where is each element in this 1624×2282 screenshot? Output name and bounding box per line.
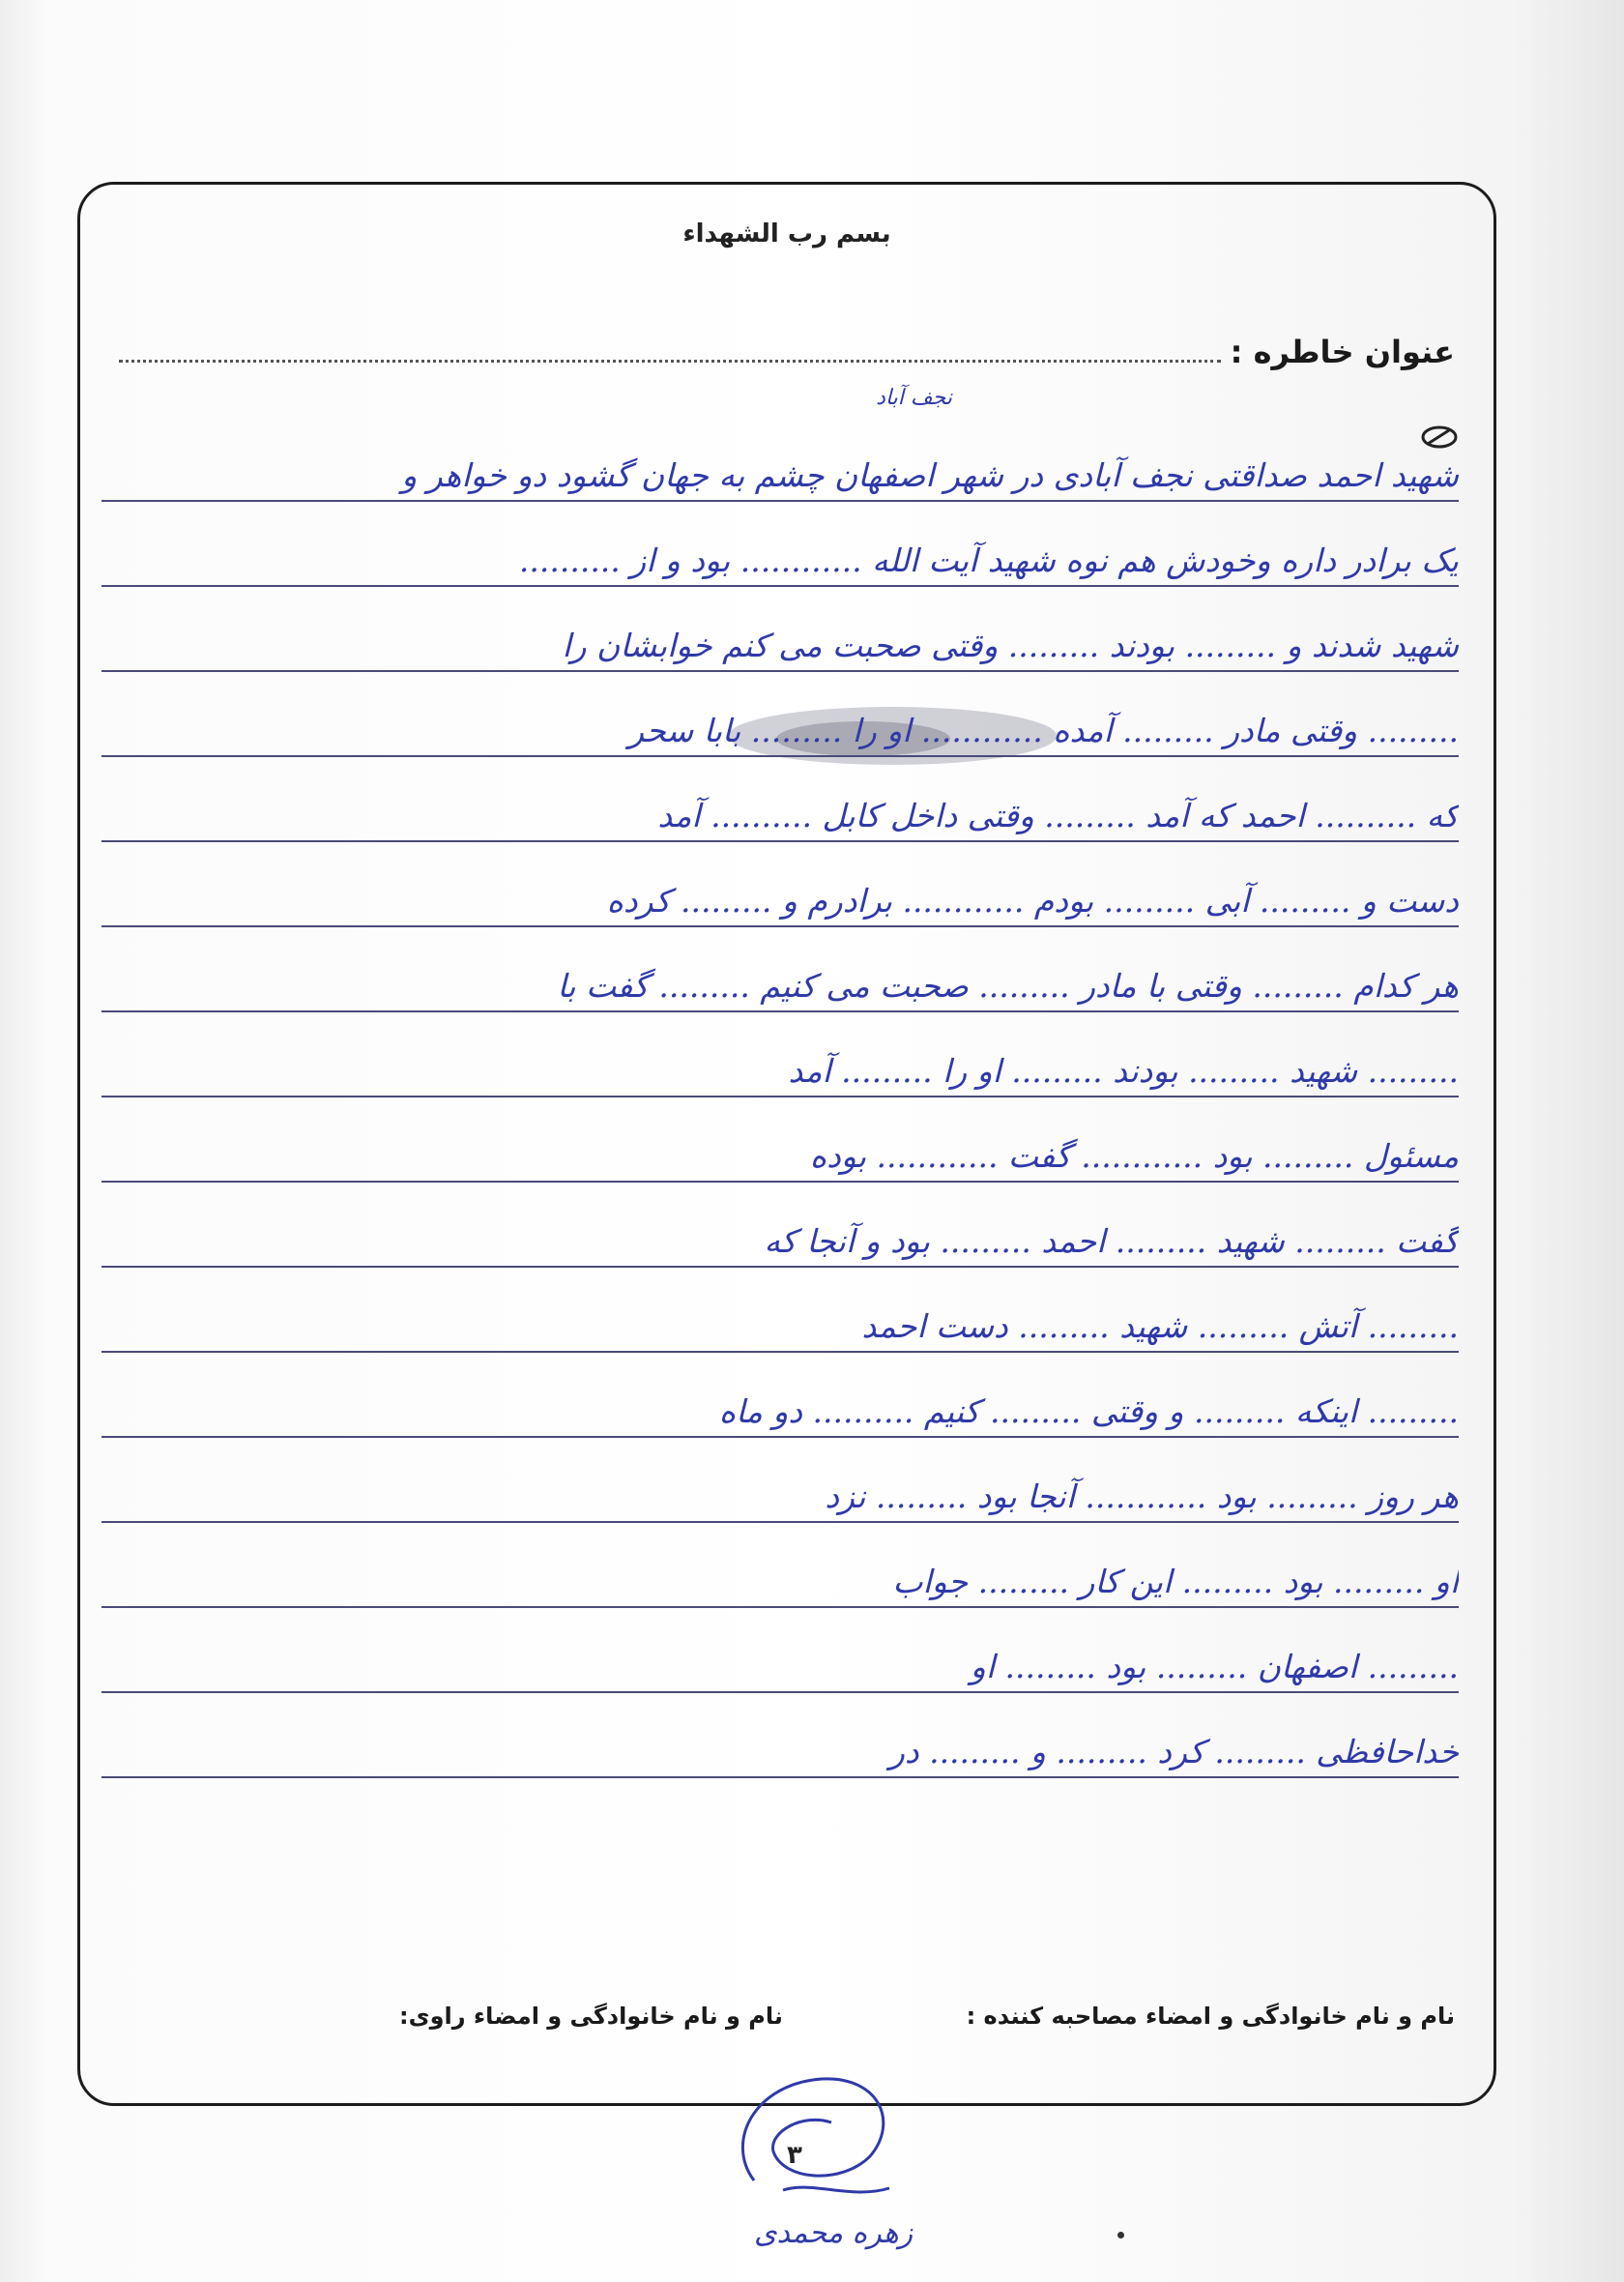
- page-header: بسم رب الشهداء: [682, 219, 891, 249]
- title-row: [119, 332, 1455, 370]
- form-frame: [77, 182, 1496, 2106]
- handwriting-line: که .......... احمد که آمد ......... وقتی داخل کابل .......... آمد: [102, 757, 1459, 842]
- handwriting-line: یک برادر داره وخودش هم نوه شهید آیت الله ............ بود و از ..........: [102, 502, 1459, 587]
- handwriting-line: او ......... بود ......... این کار ......... جواب: [102, 1523, 1459, 1608]
- handwriting-line: ......... اصفهان ......... بود ......... او: [102, 1608, 1459, 1693]
- handwriting-line: دست و ......... آبی ......... بودم ............ برادرم و ......... کرده: [102, 842, 1459, 927]
- handwriting-line: ......... اینکه ......... و وقتی ......... کنیم .......... دو ماه: [102, 1353, 1459, 1438]
- interlinear-note: نجف آباد: [876, 386, 952, 410]
- signature-scribble: [715, 2064, 928, 2209]
- handwriting-line: ......... شهید ......... بودند ......... او را ......... آمد: [102, 1012, 1459, 1097]
- page-number: ۳: [787, 2141, 802, 2170]
- handwriting-line: هر روز ......... بود ............ آنجا بود ......... نزد: [102, 1438, 1459, 1523]
- signature-labels: [119, 2003, 1455, 2030]
- interviewer-signature-label: نام و نام خانوادگی و امضاء مصاحبه کننده :: [966, 2003, 1455, 2030]
- handwriting-line: شهید شدند و ......... بودند ......... وقتی صحبت می کنم خوابشان را: [102, 587, 1459, 672]
- handwritten-memoir: [102, 417, 1459, 1778]
- handwriting-line: خداحافظی ......... کرد ......... و ......... در: [102, 1693, 1459, 1778]
- handwriting-line: مسئول ......... بود ............ گفت ............ بوده: [102, 1097, 1459, 1183]
- handwriting-line: گفت ......... شهید ......... احمد ......... بود و آنجا که: [102, 1183, 1459, 1268]
- title-label: عنوان خاطره :: [1230, 334, 1455, 370]
- title-dotted-line: [119, 360, 1221, 363]
- handwriting-line: شهید احمد صداقتی نجف آبادی در شهر اصفهان چشم به جهان گشود دو خواهر و: [102, 417, 1459, 502]
- handwriting-line: هر کدام ......... وقتی با مادر ......... صحبت می کنیم ......... گفت با: [102, 927, 1459, 1012]
- ink-dot: [1117, 2232, 1124, 2238]
- handwritten-signature-name: زهره محمدی: [754, 2216, 914, 2250]
- narrator-signature-label: نام و نام خانوادگی و امضاء راوی:: [399, 2003, 783, 2030]
- handwriting-line: ......... آتش ......... شهید ......... دست احمد: [102, 1268, 1459, 1353]
- handwriting-line: ......... وقتی مادر ......... آمده ............ او را ......... بابا سحر: [102, 672, 1459, 757]
